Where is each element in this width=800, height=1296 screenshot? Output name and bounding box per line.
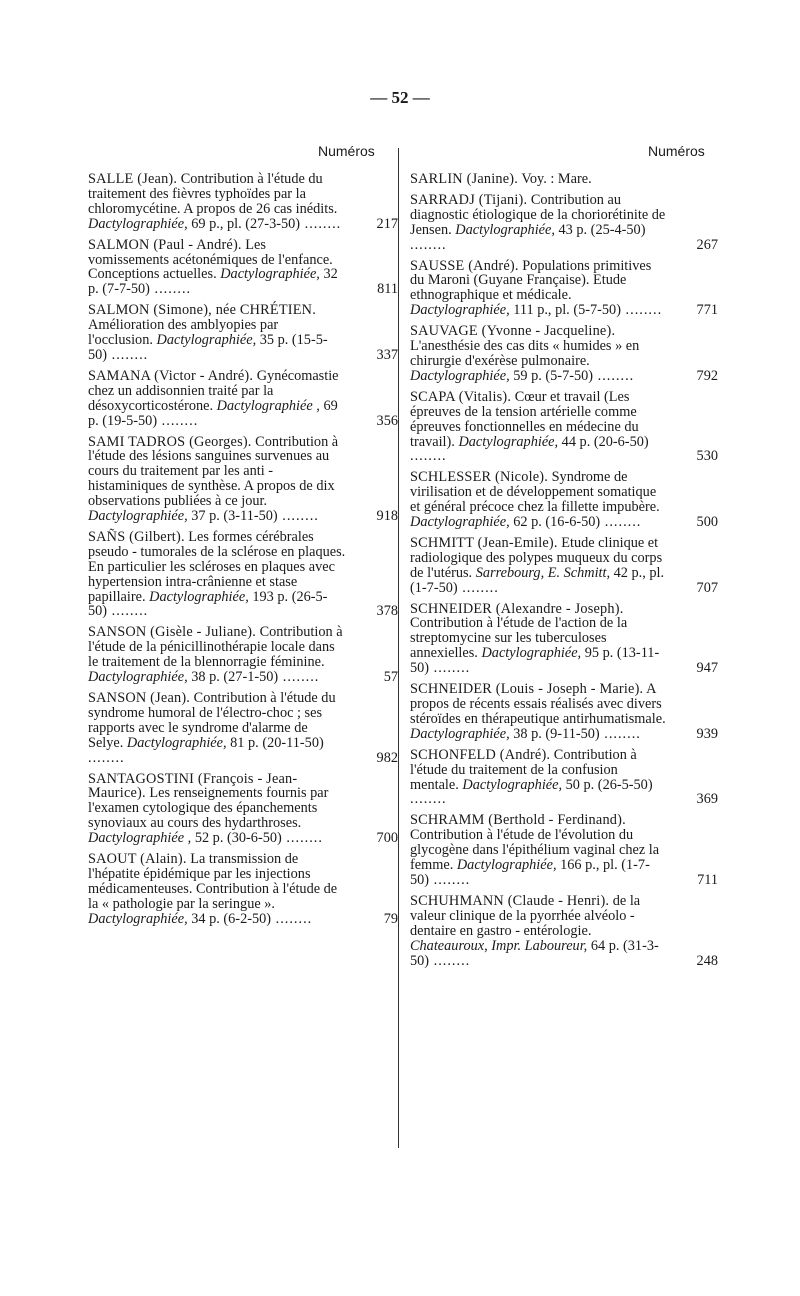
entry-title: Contribution au diagnostic étiologique de la choriorétinite de Jensen. bbox=[410, 191, 666, 238]
entry-number: 707 bbox=[696, 579, 718, 596]
left-column bbox=[88, 172, 398, 933]
entry-details: 59 p. (5-7-50) bbox=[513, 367, 594, 384]
entry-author: SAMI TADROS (Georges). bbox=[88, 433, 252, 450]
entry-title: Les renseignements fournis par l'examen cytologique des épanchements synoviaux au cours des hydarthroses. bbox=[88, 785, 329, 832]
entry-title: Voy. : Mare. bbox=[521, 171, 592, 187]
entry-author: SALMON (Paul - André). bbox=[88, 236, 242, 253]
entry-title: Contribution à l'étude de l'action de la streptomycine sur les tuberculoses annexielles. bbox=[410, 615, 628, 662]
entry-title: Syndrome de virilisation et de développement somatique et général précoce chez la fillette impubère. bbox=[410, 469, 660, 516]
entry-publisher: Dactylographiée, bbox=[88, 508, 188, 525]
column-header-left: Numéros bbox=[318, 143, 375, 159]
entry-title: La transmission de l'hépatite épidémique par les injections médicamenteuses. Contribution à l'étude de la « pathologie par la seringue ». bbox=[88, 851, 338, 912]
entry-publisher: Dactylographiée, bbox=[481, 645, 582, 662]
entry-number: 700 bbox=[376, 830, 398, 847]
index-entry bbox=[88, 772, 398, 847]
entry-number: 217 bbox=[376, 215, 398, 232]
entry-details: 166 p., pl. (1-7-50) bbox=[410, 857, 650, 888]
entry-number: 378 bbox=[376, 603, 398, 620]
leader-dots: ........ bbox=[620, 302, 663, 319]
leader-dots: ........ bbox=[429, 871, 471, 888]
leader-dots: ........ bbox=[149, 281, 192, 298]
leader-dots: ........ bbox=[157, 412, 199, 429]
entry-author: SARRADJ (Tijani). bbox=[410, 191, 528, 208]
entry-details: 43 p. (25-4-50) bbox=[558, 221, 646, 238]
entry-publisher: Dactylographiée, bbox=[88, 910, 188, 927]
entry-number: 369 bbox=[696, 791, 718, 808]
entry-number: 500 bbox=[696, 514, 718, 531]
entry-number: 711 bbox=[697, 871, 718, 888]
column-divider bbox=[398, 148, 399, 1148]
leader-dots: ........ bbox=[429, 660, 471, 677]
leader-dots: ........ bbox=[599, 725, 641, 742]
leader-dots: ........ bbox=[281, 830, 323, 847]
entry-publisher: Dactylographiée, bbox=[156, 332, 257, 349]
entry-publisher: Dactylographiée, bbox=[149, 588, 249, 605]
entry-author: SAUSSE (André). bbox=[410, 257, 519, 274]
entry-details: 42 p., pl. (1-7-50) bbox=[410, 564, 665, 596]
entry-author: SANSON (Jean). bbox=[88, 690, 191, 706]
entry-title: L'anesthésie des cas dits « humides » en chirurgie d'exérèse pulmonaire. bbox=[410, 338, 640, 369]
entry-author: SAÑS (Gilbert). bbox=[88, 528, 185, 545]
index-entry bbox=[410, 172, 718, 187]
entry-title: de la valeur clinique de la pyorrhée alvéolo - dentaire en gastro - entérologie. bbox=[410, 892, 641, 939]
column-header-right: Numéros bbox=[648, 143, 705, 159]
entry-number: 918 bbox=[376, 508, 398, 525]
page-number: — 52 — bbox=[370, 88, 430, 107]
index-entry bbox=[410, 813, 718, 888]
entry-title: Populations primitives du Maroni (Guyane Française). Etude ethnographique et médicale. bbox=[410, 257, 652, 304]
leader-dots: ........ bbox=[410, 791, 447, 808]
entry-number: 248 bbox=[696, 952, 718, 969]
entry-publisher: Dactylographiée, bbox=[88, 215, 188, 232]
entry-title: Les vomissements acétonémiques de l'enfance. Conceptions actuelles. bbox=[88, 236, 333, 283]
entry-publisher: Dactylographiée, bbox=[462, 776, 563, 793]
index-entry bbox=[410, 324, 718, 384]
entry-publisher: Dactylographiée, bbox=[126, 734, 227, 751]
leader-dots: ........ bbox=[277, 508, 319, 525]
entry-author: SALMON (Simone), née CHRÉTIEN. bbox=[88, 302, 316, 319]
index-entry bbox=[88, 691, 398, 766]
leader-dots: ........ bbox=[410, 448, 447, 465]
index-entry bbox=[88, 625, 398, 685]
entry-author: SAOUT (Alain). bbox=[88, 851, 187, 868]
entry-details: 193 p. (26-5-50) bbox=[88, 588, 328, 620]
entry-title: Amélioration des amblyopies par l'occlusion. bbox=[88, 317, 279, 349]
index-entry bbox=[410, 259, 718, 319]
entry-author: SCAPA (Vitalis). bbox=[410, 388, 512, 405]
entry-author: SCHNEIDER (Alexandre - Joseph). bbox=[410, 600, 624, 617]
entry-number: 982 bbox=[376, 749, 398, 766]
entry-details: 69 p. (19-5-50) bbox=[88, 397, 338, 429]
index-entry bbox=[88, 435, 398, 524]
entry-title: A propos de récents essais réalisés avec divers stéroïdes en thérapeutique antirhumatismale. bbox=[410, 681, 666, 727]
entry-title: Contribution à l'étude des lésions sanguines survenues au cours du traitement par les anti - histaminiques de synthèse. A propos de dix observations publiées à ce jour. bbox=[88, 433, 339, 510]
entry-details: 69 p., pl. (27-3-50) bbox=[191, 215, 301, 232]
entry-publisher: Dactylographiée , bbox=[216, 397, 320, 414]
index-entry bbox=[410, 894, 718, 969]
index-entry bbox=[410, 682, 718, 742]
leader-dots: ........ bbox=[410, 236, 447, 253]
entry-details: 38 p. (9-11-50) bbox=[513, 725, 600, 742]
leader-dots: ........ bbox=[600, 514, 642, 531]
leader-dots: ........ bbox=[107, 346, 149, 363]
entry-publisher: Dactylographiée, bbox=[455, 221, 555, 238]
index-entry bbox=[88, 530, 398, 619]
entry-publisher: Dactylographiée, bbox=[410, 514, 510, 531]
entry-number: 267 bbox=[696, 236, 718, 253]
index-entry bbox=[410, 390, 718, 465]
entry-author: SCHMITT (Jean-Emile). bbox=[410, 534, 558, 551]
entry-author: SANTAGOSTINI (François - Jean-Maurice). bbox=[88, 770, 298, 802]
entry-author: SANSON (Gisèle - Juliane). bbox=[88, 624, 257, 641]
entry-details: 34 p. (6-2-50) bbox=[191, 910, 272, 927]
entry-number: 771 bbox=[696, 302, 718, 319]
entry-publisher: Dactylographiée, bbox=[88, 669, 188, 686]
entry-publisher: Dactylographiée, bbox=[458, 433, 559, 450]
right-column bbox=[410, 172, 718, 974]
index-entry bbox=[410, 748, 718, 808]
entry-author: SCHRAMM (Berthold - Ferdinand). bbox=[410, 812, 626, 829]
leader-dots: ........ bbox=[300, 215, 342, 232]
entry-publisher: Chateauroux, Impr. Laboureur, bbox=[410, 937, 588, 954]
entry-publisher: Dactylographiée , bbox=[88, 830, 192, 847]
entry-author: SCHNEIDER (Louis - Joseph - Marie). bbox=[410, 681, 644, 698]
entry-details: 95 p. (13-11-50) bbox=[410, 645, 660, 677]
index-entry bbox=[410, 193, 718, 253]
entry-details: 52 p. (30-6-50) bbox=[194, 830, 282, 847]
entry-number: 356 bbox=[376, 412, 398, 429]
entry-number: 939 bbox=[696, 725, 718, 742]
index-entry bbox=[88, 238, 398, 298]
leader-dots: ........ bbox=[429, 952, 471, 969]
entry-details: 35 p. (15-5-50) bbox=[88, 332, 328, 363]
entry-details: 81 p. (20-11-50) bbox=[230, 734, 324, 751]
entry-details: 32 p. (7-7-50) bbox=[88, 266, 338, 298]
entry-number: 337 bbox=[376, 346, 398, 363]
entry-details: 64 p. (31-3-50) bbox=[410, 937, 659, 969]
entry-number: 57 bbox=[383, 669, 398, 686]
leader-dots: ........ bbox=[271, 910, 313, 927]
entry-number: 792 bbox=[696, 367, 718, 384]
entry-title: Gynécomastie chez un addisonnien traité par la désoxycorticostérone. bbox=[88, 367, 339, 414]
leader-dots: ........ bbox=[107, 603, 149, 620]
entry-publisher: Dactylographiée, bbox=[456, 857, 557, 874]
leader-dots: ........ bbox=[278, 669, 320, 686]
entry-author: SALLE (Jean). bbox=[88, 171, 178, 187]
entry-title: Contribution à l'étude du traitement de la confusion mentale. bbox=[410, 746, 637, 793]
leader-dots: ........ bbox=[88, 749, 125, 766]
entry-publisher: Sarrebourg, E. Schmitt, bbox=[475, 564, 611, 581]
entry-author: SCHLESSER (Nicole). bbox=[410, 469, 549, 486]
entry-author: SAMANA (Victor - André). bbox=[88, 367, 254, 384]
entry-publisher: Dactylographiée, bbox=[410, 302, 510, 319]
entry-author: SAUVAGE (Yvonne - Jacqueline). bbox=[410, 323, 616, 340]
entry-details: 37 p. (3-11-50) bbox=[191, 508, 278, 525]
index-entry bbox=[88, 852, 398, 927]
index-entry bbox=[88, 303, 398, 363]
entry-title: Cœur et travail (Les épreuves de la tension artérielle comme épreuves fonctionnelles en médecine du travail). bbox=[410, 388, 639, 450]
index-entry bbox=[88, 369, 398, 429]
entry-publisher: Dactylographiée, bbox=[410, 367, 510, 384]
entry-details: 38 p. (27-1-50) bbox=[191, 669, 279, 686]
entry-details: 44 p. (20-6-50) bbox=[561, 433, 649, 450]
entry-title: Contribution à l'étude de l'évolution du glycogène dans l'épithélium vaginal chez la femme. bbox=[410, 827, 660, 874]
leader-dots: ........ bbox=[593, 367, 635, 384]
entry-details: 62 p. (16-6-50) bbox=[513, 514, 601, 531]
entry-publisher: Dactylographiée, bbox=[410, 725, 510, 742]
entry-number: 811 bbox=[377, 281, 398, 298]
entry-author: SARLIN (Janine). bbox=[410, 171, 519, 187]
entry-number: 947 bbox=[696, 660, 718, 677]
entry-title: Contribution à l'étude du traitement des fièvres typhoïdes par la chloromycétine. A propos de 26 cas inédits. bbox=[88, 171, 338, 217]
index-entry bbox=[410, 602, 718, 677]
entry-title: Contribution à l'étude du syndrome humoral de l'électro-choc ; ses rapports avec le syndrome d'alarme de Selye. bbox=[88, 690, 336, 751]
entry-title: Etude clinique et radiologique des polypes muqueux du corps de l'utérus. bbox=[410, 534, 663, 581]
entry-publisher: Dactylographiée, bbox=[220, 266, 320, 283]
entry-number: 79 bbox=[383, 910, 398, 927]
entry-author: SCHONFELD (André). bbox=[410, 746, 551, 763]
entry-title: Les formes cérébrales pseudo - tumorales de la sclérose en plaques. En particulier les scléroses en plaques avec hypertension intra-crânienne et stase papillaire. bbox=[88, 528, 346, 605]
index-entry bbox=[88, 172, 398, 232]
entry-author: SCHUHMANN (Claude - Henri). bbox=[410, 892, 610, 909]
entry-details: 111 p., pl. (5-7-50) bbox=[513, 302, 621, 319]
entry-title: Contribution à l'étude de la pénicillinothérapie locale dans le traitement de la blennorragie féminine. bbox=[88, 624, 343, 671]
entry-number: 530 bbox=[696, 448, 718, 465]
leader-dots: ........ bbox=[457, 579, 499, 596]
index-entry bbox=[410, 536, 718, 596]
entry-details: 50 p. (26-5-50) bbox=[565, 776, 653, 793]
index-entry bbox=[410, 470, 718, 530]
